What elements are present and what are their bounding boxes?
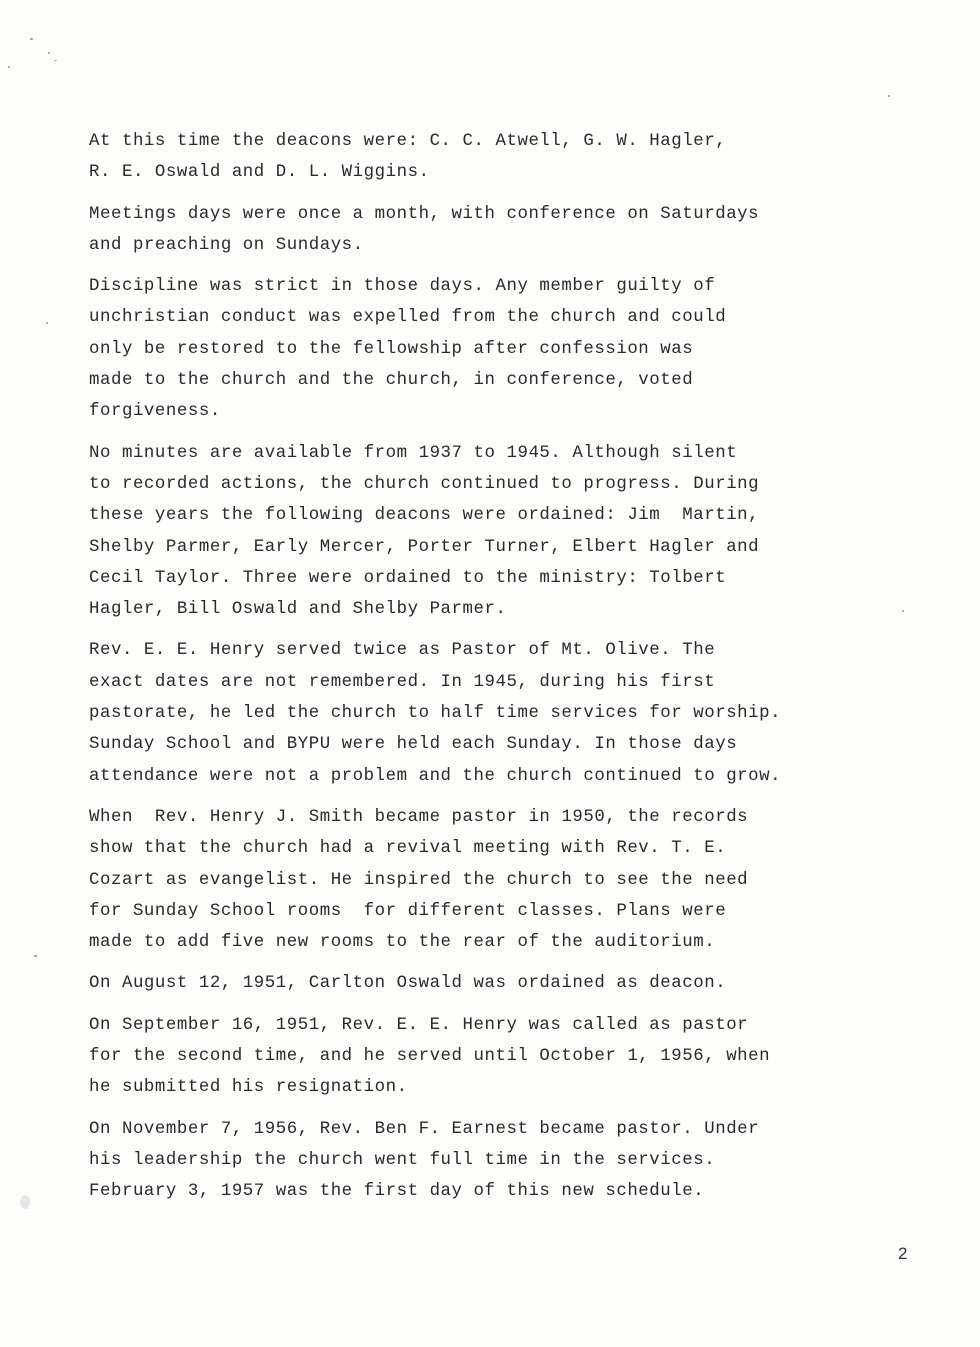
scan-speck	[46, 322, 48, 324]
text-line: Cozart as evangelist. He inspired the church to see the need	[89, 870, 749, 890]
text-line: On September 16, 1951, Rev. E. E. Henry was called as pastor	[89, 1015, 749, 1035]
text-line: these years the following deacons were ordained: Jim Martin,	[89, 506, 760, 526]
text-line: unchristian conduct was expelled from the church and could	[89, 308, 727, 328]
text-line: and preaching on Sundays.	[89, 235, 364, 255]
text-line: to recorded actions, the church continued to progress. During	[89, 474, 760, 494]
paragraph-smith	[89, 802, 909, 958]
text-line: R. E. Oswald and D. L. Wiggins.	[89, 163, 430, 183]
text-line: exact dates are not remembered. In 1945, during his first	[89, 672, 716, 692]
document-body	[89, 126, 909, 1218]
text-line: Sunday School and BYPU were held each Sunday. In those days	[89, 735, 738, 755]
text-line: he submitted his resignation.	[89, 1078, 408, 1098]
scan-speck	[30, 38, 33, 40]
text-line: Shelby Parmer, Early Mercer, Porter Turner, Elbert Hagler and	[89, 537, 760, 557]
paragraph-henry-second	[89, 1010, 909, 1104]
text-line: At this time the deacons were: C. C. Atwell, G. W. Hagler,	[89, 132, 727, 151]
text-line: made to the church and the church, in conference, voted	[89, 371, 694, 391]
scan-speck	[48, 52, 50, 54]
text-line: his leadership the church went full time in the services.	[89, 1150, 716, 1170]
text-line: Hagler, Bill Oswald and Shelby Parmer.	[89, 600, 507, 620]
paragraph-meetings	[89, 199, 909, 262]
paragraph-earnest	[89, 1114, 909, 1208]
page-number: 2	[898, 1244, 908, 1263]
text-line: On November 7, 1956, Rev. Ben F. Earnest became pastor. Under	[89, 1119, 760, 1139]
paragraph-deacons	[89, 126, 909, 189]
text-line: Cecil Taylor. Three were ordained to the ministry: Tolbert	[89, 568, 727, 588]
paragraph-discipline	[89, 271, 909, 427]
text-line: Discipline was strict in those days. Any member guilty of	[89, 277, 716, 297]
scan-speck	[888, 95, 890, 97]
scan-speck	[34, 955, 37, 957]
text-line: forgiveness.	[89, 402, 221, 422]
text-line: made to add five new rooms to the rear of the auditorium.	[89, 933, 716, 953]
scan-speck	[54, 60, 57, 61]
text-line: for the second time, and he served until October 1, 1956, when	[89, 1047, 771, 1067]
paragraph-oswald	[89, 968, 909, 999]
scan-speck	[20, 1195, 30, 1209]
text-line: only be restored to the fellowship after confession was	[89, 339, 694, 359]
text-line: attendance were not a problem and the church continued to grow.	[89, 766, 782, 786]
text-line: February 3, 1957 was the first day of this new schedule.	[89, 1182, 705, 1202]
paragraph-henry	[89, 635, 909, 791]
text-line: When Rev. Henry J. Smith became pastor in 1950, the records	[89, 807, 749, 827]
paragraph-minutes	[89, 438, 909, 626]
scan-speck	[8, 66, 10, 68]
text-line: pastorate, he led the church to half time services for worship.	[89, 704, 782, 724]
text-line: On August 12, 1951, Carlton Oswald was ordained as deacon.	[89, 974, 727, 994]
text-line: for Sunday School rooms for different classes. Plans were	[89, 901, 727, 921]
text-line: No minutes are available from 1937 to 1945. Although silent	[89, 443, 738, 463]
text-line: Rev. E. E. Henry served twice as Pastor of Mt. Olive. The	[89, 641, 716, 661]
text-line: Meetings days were once a month, with conference on Saturdays	[89, 204, 760, 224]
text-line: show that the church had a revival meeting with Rev. T. E.	[89, 839, 727, 859]
